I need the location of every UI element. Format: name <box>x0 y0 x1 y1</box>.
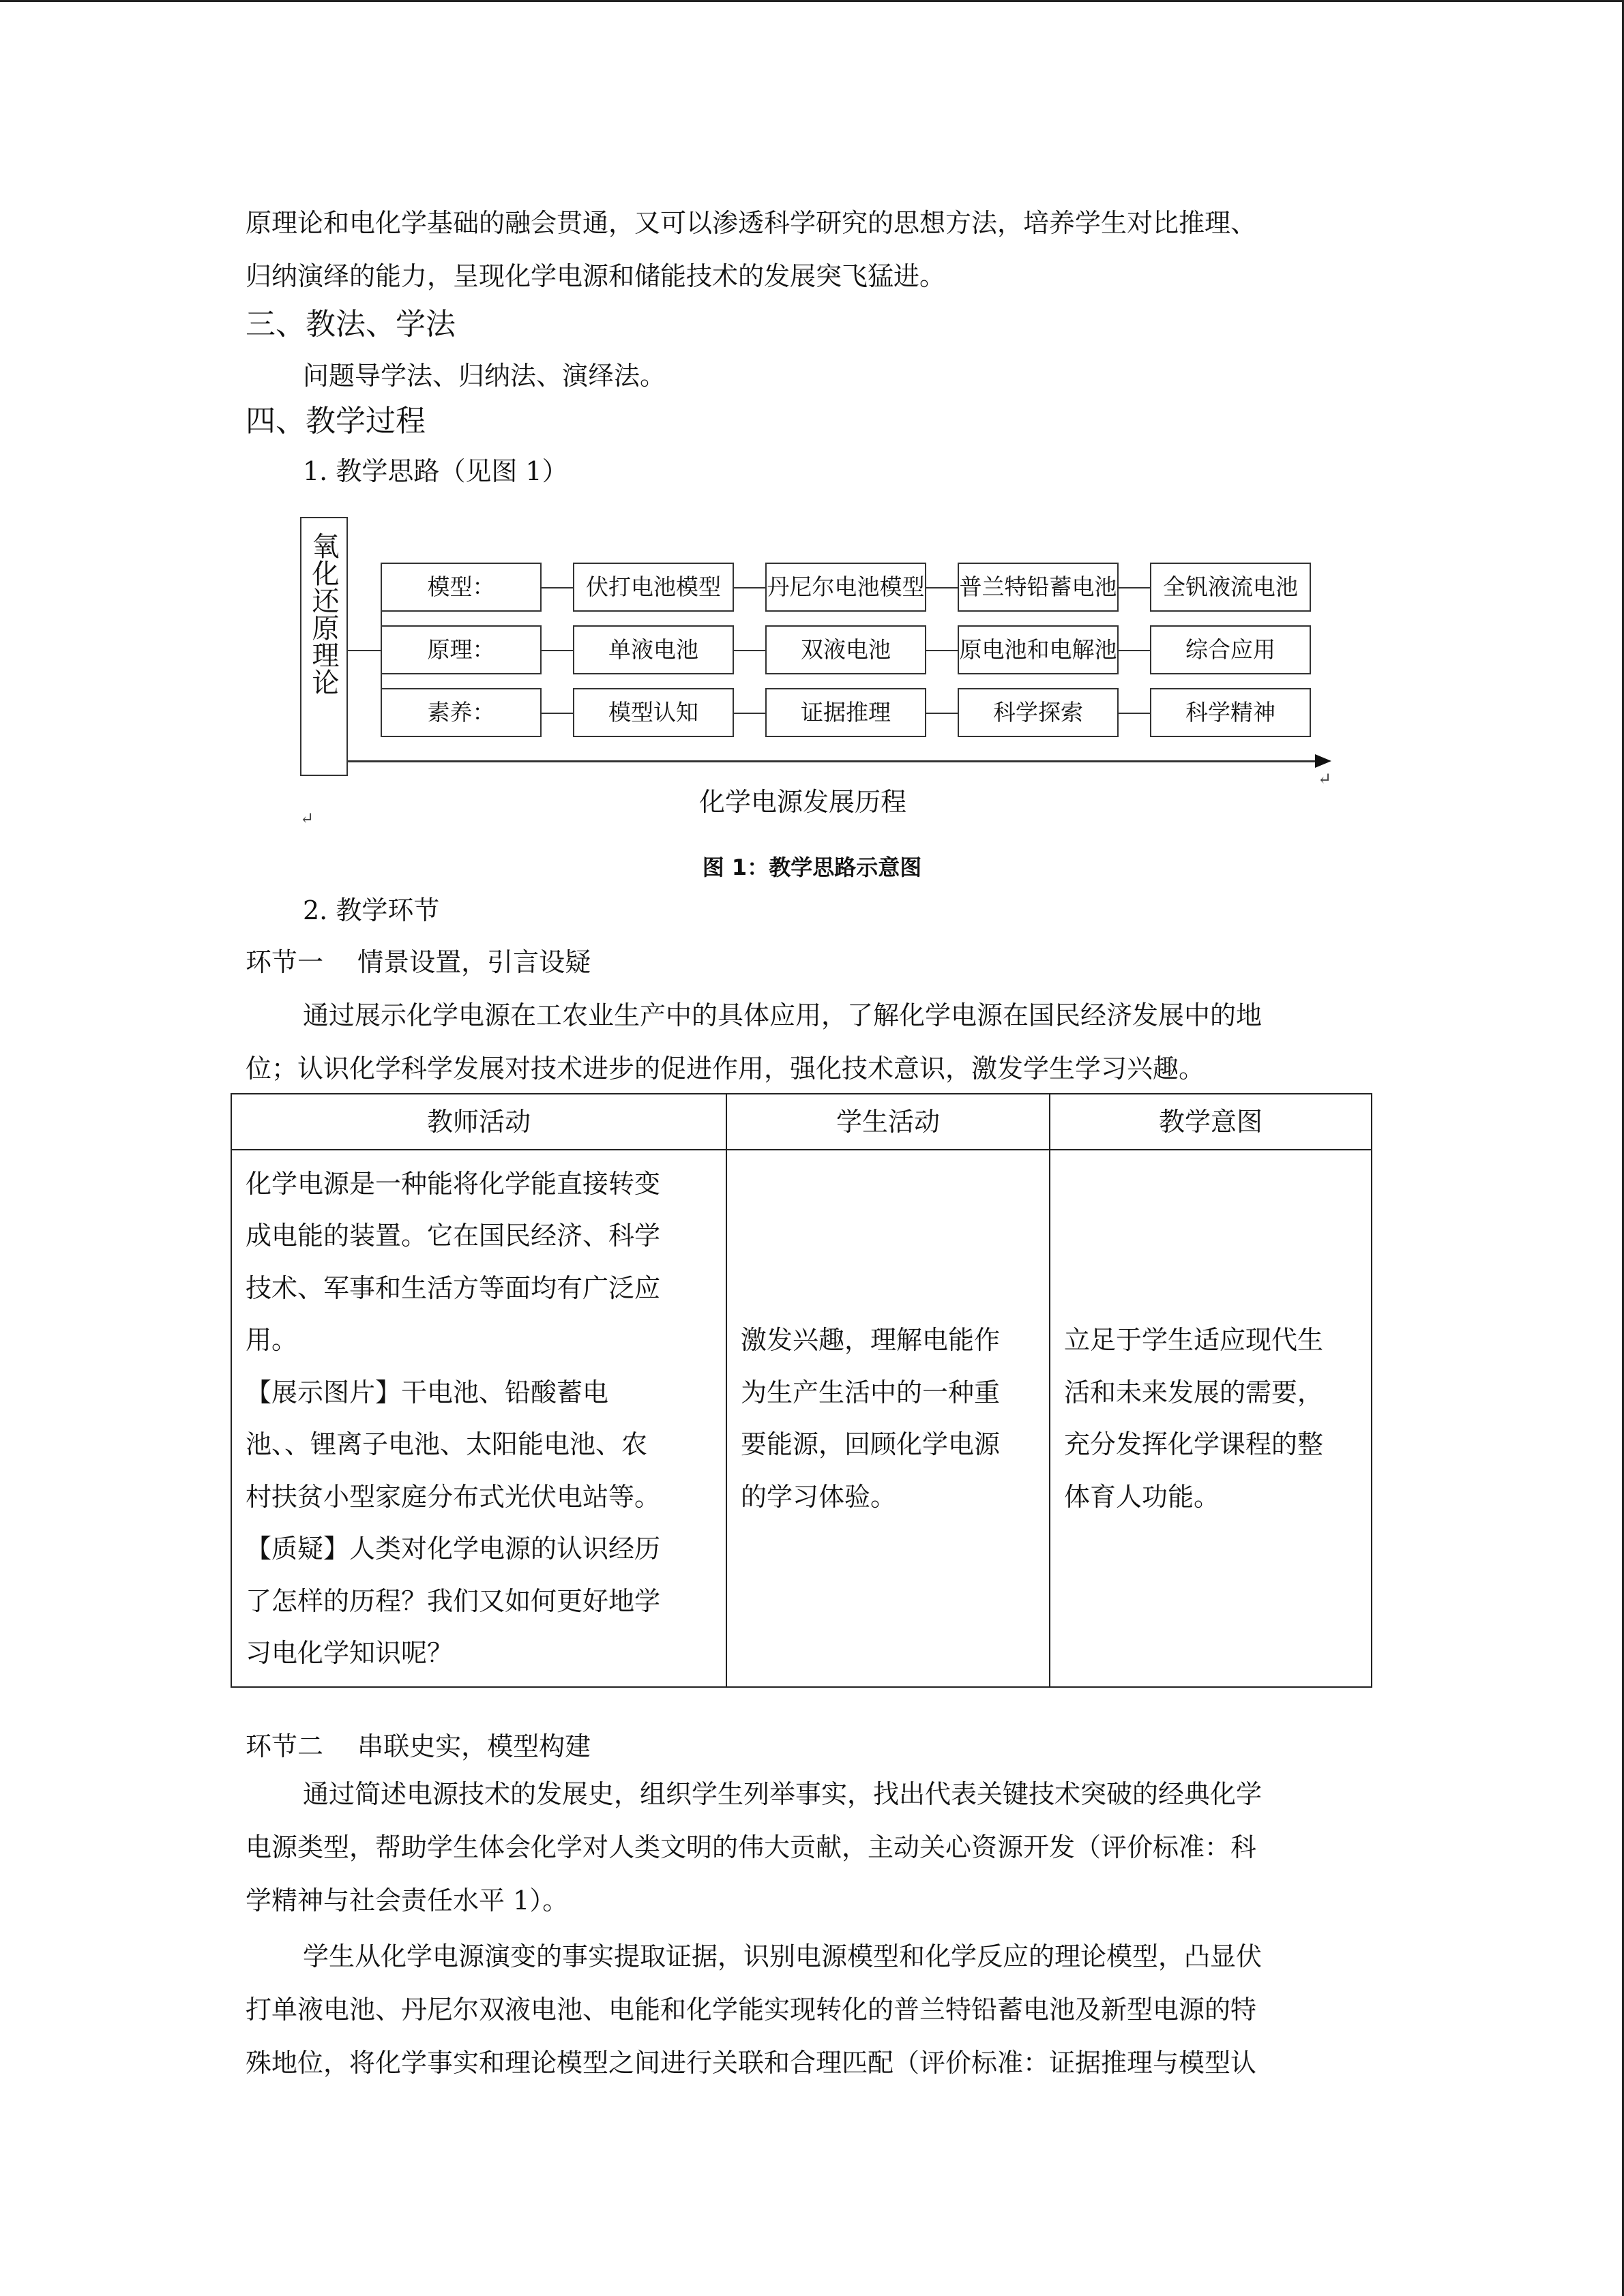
return-mark: ↵ <box>1318 769 1332 788</box>
table-row <box>231 1150 1372 1687</box>
section-heading-methods: 三、教法、学法 <box>246 307 456 342</box>
intent-line: 充分发挥化学课程的整 <box>1064 1429 1324 1459</box>
stage1-activity-table <box>231 1093 1372 1688</box>
box-daniell-model: 丹尼尔电池模型 <box>765 563 926 612</box>
vertical-label-box <box>300 517 348 776</box>
intro-line-2: 归纳演绎的能力，呈现化学电源和储能技术的发展突飞猛进。 <box>246 261 946 291</box>
teacher-line: 【质疑】人类对化学电源的认识经历 <box>246 1534 661 1564</box>
col-header-student: 学生活动 <box>726 1094 1050 1150</box>
teaching-intent-cell <box>1050 1150 1372 1687</box>
intent-line: 立足于学生适应现代生 <box>1064 1325 1324 1355</box>
figure-caption: 图 1：教学思路示意图 <box>702 854 922 880</box>
vertical-label: 氧化还原理论 <box>308 532 339 696</box>
stage2-para1-line-3: 学精神与社会责任水平 1）。 <box>246 1885 569 1915</box>
student-line: 的学习体验。 <box>741 1481 897 1512</box>
stage1-para-line-1: 通过展示化学电源在工农业生产中的具体应用，了解化学电源在国民经济发展中的地 <box>303 1000 1263 1030</box>
box-double-liquid-cell: 双液电池 <box>765 625 926 674</box>
box-single-liquid-cell: 单液电池 <box>573 625 734 674</box>
timeline-axis <box>348 760 1316 762</box>
teacher-line: 化学电源是一种能将化学能直接转变 <box>246 1168 661 1199</box>
teacher-line: 【展示图片】干电池、铅酸蓄电 <box>246 1377 609 1407</box>
teacher-activity-cell <box>231 1150 726 1687</box>
subheading-teaching-idea: 1. 教学思路（见图 1） <box>303 456 568 486</box>
student-activity-cell <box>726 1150 1050 1687</box>
timeline-arrowhead <box>1315 754 1331 768</box>
box-integrated-application: 综合应用 <box>1150 625 1311 674</box>
teacher-line: 习电化学知识呢？ <box>246 1638 454 1668</box>
intro-line-1: 原理论和电化学基础的融会贯通，又可以渗透科学研究的思想方法，培养学生对比推理、 <box>246 208 1257 238</box>
return-mark: ↵ <box>300 809 314 828</box>
row-label-principle: 原理： <box>381 625 542 674</box>
box-plante-battery: 普兰特铅蓄电池 <box>958 563 1119 612</box>
stage2-para2-line-2: 打单液电池、丹尼尔双液电池、电能和化学能实现转化的普兰特铅蓄电池及新型电源的特 <box>246 1995 1257 2025</box>
student-line: 要能源，回顾化学电源 <box>741 1429 1001 1459</box>
bracket-stem <box>348 650 382 651</box>
teacher-line: 技术、军事和生活方等面均有广泛应 <box>246 1272 661 1303</box>
stage2-para2-line-1: 学生从化学电源演变的事实提取证据，识别电源模型和化学反应的理论模型，凸显伏 <box>303 1941 1263 1971</box>
box-model-cognition: 模型认知 <box>573 688 734 737</box>
box-scientific-exploration: 科学探索 <box>958 688 1119 737</box>
box-galvanic-electrolytic: 原电池和电解池 <box>958 625 1119 674</box>
intent-line: 体育人功能。 <box>1064 1481 1220 1512</box>
stage1-title: 环节一 情景设置，引言设疑 <box>246 947 591 977</box>
stage1-para-line-2: 位；认识化学科学发展对技术进步的促进作用，强化技术意识，激发学生学习兴趣。 <box>246 1054 1205 1084</box>
box-vanadium-flow-battery: 全钒液流电池 <box>1150 563 1311 612</box>
teacher-line: 村扶贫小型家庭分布式光伏电站等。 <box>246 1481 661 1512</box>
teacher-line: 了怎样的历程？我们又如何更好地学 <box>246 1585 661 1616</box>
box-evidence-reasoning: 证据推理 <box>765 688 926 737</box>
methods-text: 问题导学法、归纳法、演绎法。 <box>303 361 666 391</box>
timeline-axis-label: 化学电源发展历程 <box>699 787 907 817</box>
row-label-literacy: 素养： <box>381 688 542 737</box>
stage2-para2-line-3: 殊地位，将化学事实和理论模型之间进行关联和合理匹配（评价标准：证据推理与模型认 <box>246 2048 1257 2078</box>
teacher-line: 用。 <box>246 1325 298 1355</box>
teaching-idea-diagram <box>300 517 1344 831</box>
stage2-para1-line-1: 通过简述电源技术的发展史，组织学生列举事实，找出代表关键技术突破的经典化学 <box>303 1779 1263 1809</box>
col-header-intent: 教学意图 <box>1050 1094 1372 1150</box>
section-heading-process: 四、教学过程 <box>246 404 426 438</box>
teacher-line: 成电能的装置。它在国民经济、科学 <box>246 1221 661 1251</box>
stage2-title: 环节二 串联史实，模型构建 <box>246 1731 591 1761</box>
stage2-para1-line-2: 电源类型，帮助学生体会化学对人类文明的伟大贡献，主动关心资源开发（评价标准：科 <box>246 1832 1257 1862</box>
student-line: 为生产生活中的一种重 <box>741 1377 1001 1407</box>
box-scientific-spirit: 科学精神 <box>1150 688 1311 737</box>
box-volta-model: 伏打电池模型 <box>573 563 734 612</box>
teacher-line: 池、、锂离子电池、太阳能电池、农 <box>246 1429 648 1459</box>
subheading-teaching-stages: 2. 教学环节 <box>303 895 440 925</box>
student-line: 激发兴趣，理解电能作 <box>741 1325 1001 1355</box>
row-label-model: 模型： <box>381 563 542 612</box>
col-header-teacher: 教师活动 <box>231 1094 726 1150</box>
intent-line: 活和未来发展的需要， <box>1064 1377 1324 1407</box>
